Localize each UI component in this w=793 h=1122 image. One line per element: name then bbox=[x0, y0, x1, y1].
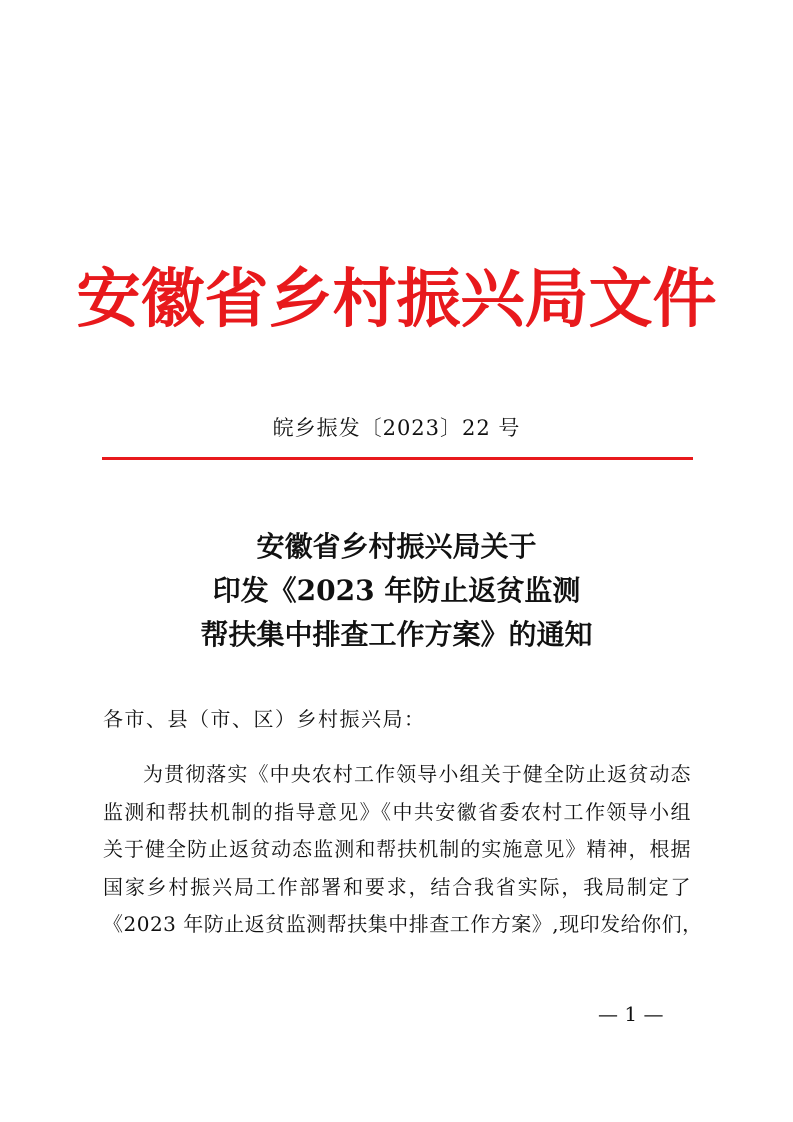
notice-title-line: 印发《2023 年防止返贫监测 bbox=[212, 574, 581, 607]
body-line: 《2023 年防止返贫监测帮扶集中排查工作方案》,现印发给你们， bbox=[103, 912, 703, 936]
body-line: 国家乡村振兴局工作部署和要求，结合我省实际，我局制定了 bbox=[103, 874, 691, 899]
document-header-title: 安徽省乡村振兴局文件 bbox=[76, 263, 717, 337]
notice-title-line: 帮扶集中排查工作方案》的通知 bbox=[200, 618, 593, 651]
body-paragraph bbox=[103, 756, 703, 944]
red-divider-line bbox=[102, 457, 693, 460]
notice-title bbox=[0, 525, 793, 657]
body-line: 为贯彻落实《中央农村工作领导小组关于健全防止返贫动态 bbox=[143, 762, 691, 786]
salutation: 各市、县（市、区）乡村振兴局： bbox=[103, 707, 426, 731]
page-number: — 1 — bbox=[598, 1002, 664, 1026]
body-line: 监测和帮扶机制的指导意见》《中共安徽省委农村工作领导小组 bbox=[103, 799, 691, 824]
body-line: 关于健全防止返贫动态监测和帮扶机制的实施意见》精神，根据 bbox=[103, 837, 691, 861]
notice-title-line: 安徽省乡村振兴局关于 bbox=[256, 530, 537, 563]
document-number: 皖乡振发〔2023〕22 号 bbox=[272, 416, 521, 440]
